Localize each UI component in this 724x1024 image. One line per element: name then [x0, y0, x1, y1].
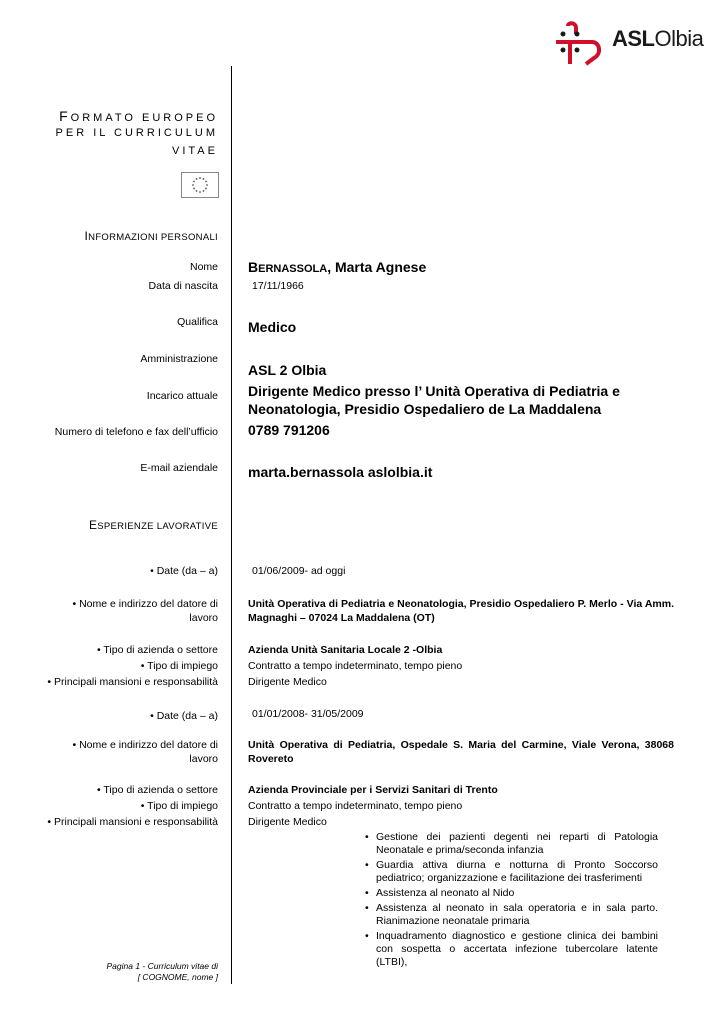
duty-bullet: • Inquadramento diagnostico e gestione clinica dei bambini con sospetta o accertata infezione tubercolare latente (LTBI),	[366, 930, 658, 969]
duty-bullet: • Gestione dei pazienti degenti nei reparti di Patologia Neonatale e prima/seconda infanzia	[366, 831, 658, 857]
entry2-date-value: 01/01/2008- 31/05/2009	[252, 708, 364, 720]
entry1-employer-value: Unità Operativa di Pediatria e Neonatologia, Presidio Ospedaliero P. Merlo - Via Amm. Magnaghi – 07024 La Maddalena (OT)	[248, 598, 674, 624]
eu-flag-icon	[181, 172, 219, 198]
cv-title-line3: VITAE	[172, 145, 218, 157]
entry2-sector-label: • Tipo di azienda o settore	[96, 784, 218, 796]
asl-logo-icon	[548, 20, 610, 70]
qualifica-label: Qualifica	[177, 316, 218, 328]
entry2-duties-label: • Principali mansioni e responsabilità	[47, 816, 218, 828]
amministrazione-value: ASL 2 Olbia	[248, 362, 327, 378]
entry2-date-label: • Date (da – a)	[150, 710, 218, 722]
email-value[interactable]: marta.bernassola aslolbia.it	[248, 464, 433, 480]
footer-page-line1: Pagina 1 - Curriculum vitae di	[106, 961, 218, 971]
phone-value: 0789 791206	[248, 422, 330, 438]
entry1-employer-label-line1: • Nome e indirizzo del datore di	[72, 598, 218, 610]
entry2-duty-bullets	[366, 831, 658, 971]
email-label: E-mail aziendale	[140, 462, 218, 474]
birth-date-value: 17/11/1966	[252, 280, 304, 292]
phone-label: Numero di telefono e fax dell’ufficio	[54, 426, 218, 438]
entry1-sector-value: Azienda Unità Sanitaria Locale 2 -Olbia	[248, 644, 443, 656]
footer-page-line2: [ COGNOME, nome ]	[137, 972, 218, 982]
entry1-jobtype-label: • Tipo di impiego	[140, 660, 218, 672]
entry2-employer-label-line2: lavoro	[189, 753, 218, 765]
incarico-value: Dirigente Medico presso l’ Unità Operativa di Pediatria e Neonatologia, Presidio Ospedaliero de La Maddalena	[248, 383, 620, 417]
incarico-label: Incarico attuale	[146, 390, 218, 402]
entry2-employer-value: Unità Operativa di Pediatria, Ospedale S. Maria del Carmine, Viale Verona, 38068 Rovereto	[248, 739, 674, 765]
entry2-jobtype-value: Contratto a tempo indeterminato, tempo pieno	[248, 800, 463, 812]
duty-bullet: • Assistenza al neonato in sala operatoria e in sala parto. Rianimazione neonatale primaria	[366, 902, 658, 928]
entry2-duties-value: Dirigente Medico	[248, 816, 327, 828]
entry1-jobtype-value: Contratto a tempo indeterminato, tempo pieno	[248, 660, 463, 672]
entry1-employer-label-line2: lavoro	[189, 612, 218, 624]
entry2-jobtype-label: • Tipo di impiego	[140, 800, 218, 812]
entry1-sector-label: • Tipo di azienda o settore	[96, 644, 218, 656]
entry2-sector-value: Azienda Provinciale per i Servizi Sanitari di Trento	[248, 784, 498, 796]
amministrazione-label: Amministrazione	[140, 353, 218, 365]
experience-heading: ESPERIENZE LAVORATIVE	[88, 518, 218, 532]
name-value: BERNASSOLA, Marta Agnese	[248, 259, 427, 275]
cv-title-line2: PER IL CURRICULUM	[55, 127, 218, 139]
name-label: Nome	[189, 261, 218, 273]
logo-wordmark: ASLOlbia	[612, 26, 704, 51]
duty-bullet: • Assistenza al neonato al Nido	[366, 887, 658, 900]
entry2-employer-label-line1: • Nome e indirizzo del datore di	[72, 739, 218, 751]
entry1-date-value: 01/06/2009- ad oggi	[252, 565, 346, 577]
duty-bullet: • Guardia attiva diurna e notturna di Pronto Soccorso pediatrico; organizzazione e facilitazione dei trasferimenti	[366, 859, 658, 885]
qualifica-value: Medico	[248, 319, 297, 335]
column-divider	[231, 66, 232, 984]
cv-title-line1: FORMATO EUROPEO	[59, 108, 218, 124]
entry1-date-label: • Date (da – a)	[150, 565, 218, 577]
birth-date-label: Data di nascita	[148, 280, 218, 292]
personal-info-heading: INFORMAZIONI PERSONALI	[84, 229, 218, 243]
entry1-duties-value: Dirigente Medico	[248, 676, 327, 688]
entry1-duties-label: • Principali mansioni e responsabilità	[47, 676, 218, 688]
